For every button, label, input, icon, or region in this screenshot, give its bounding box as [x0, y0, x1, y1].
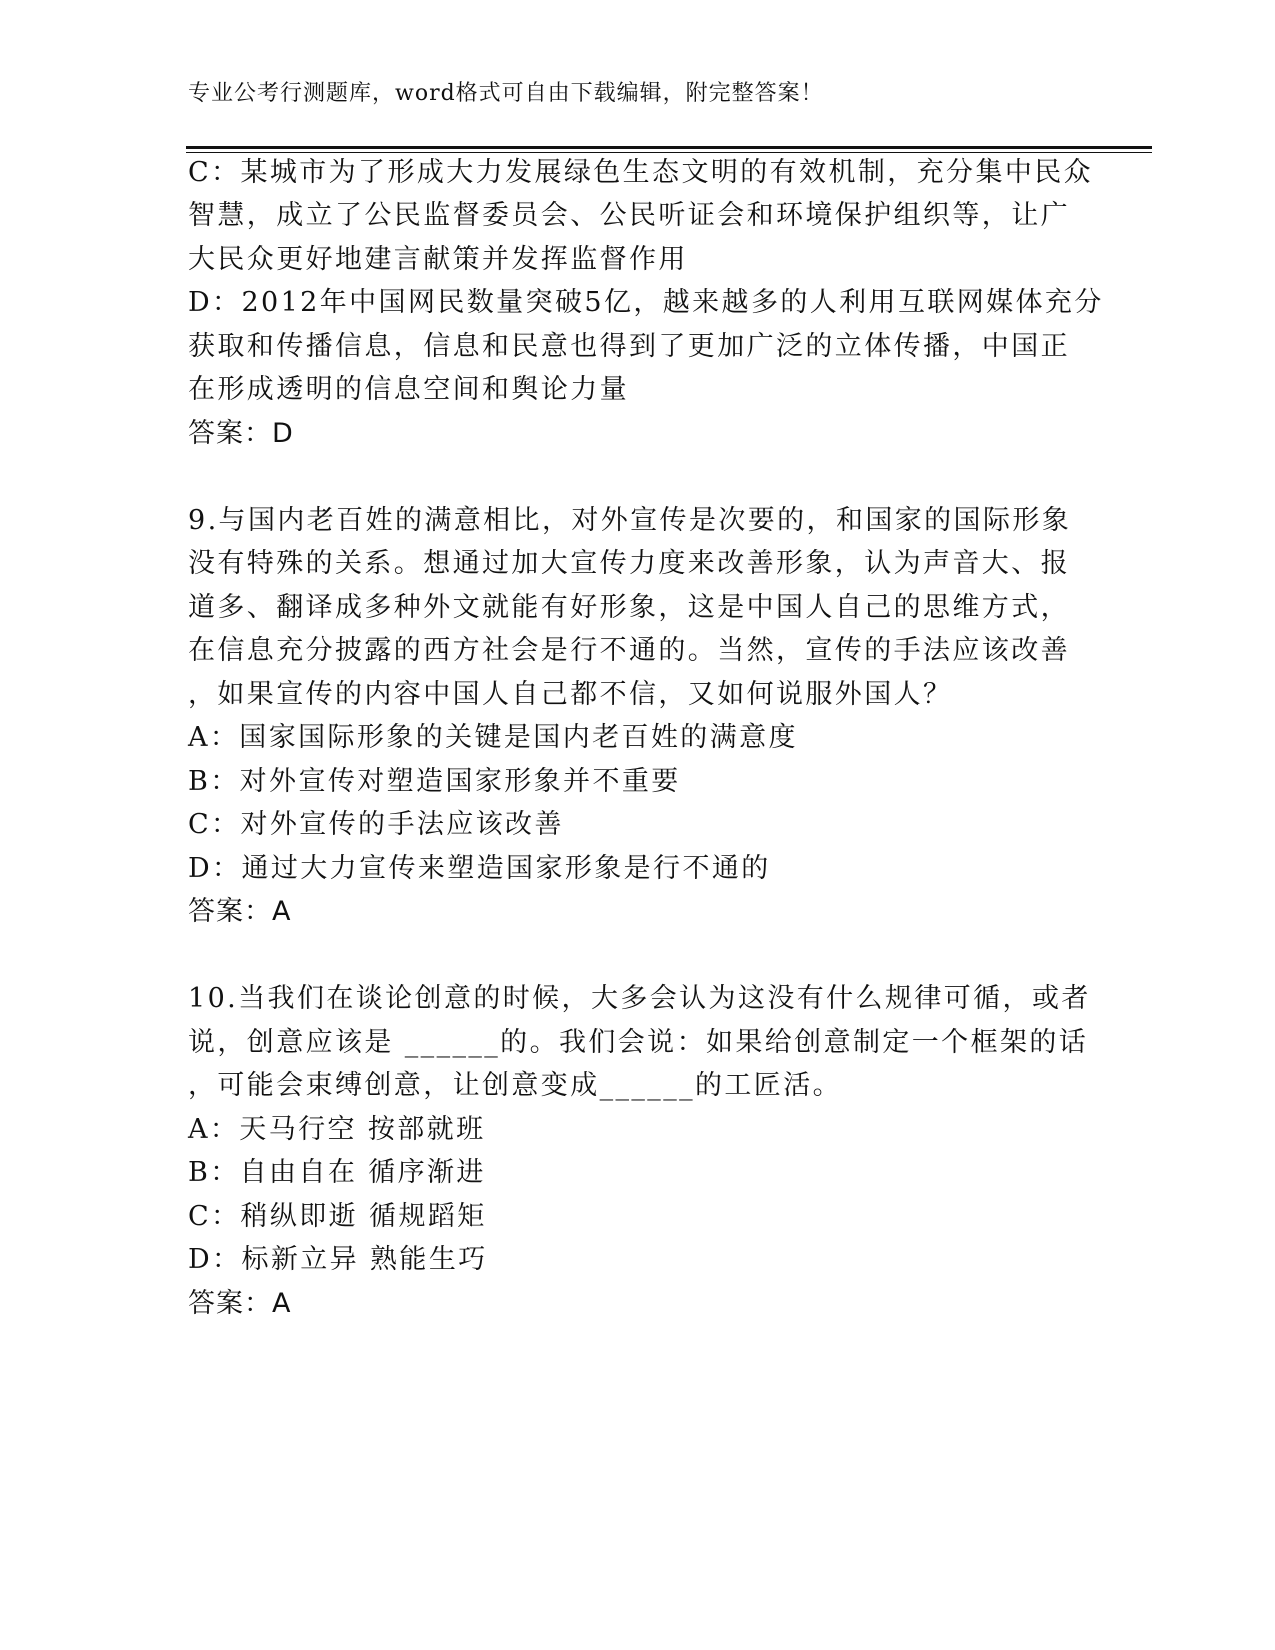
option-c: C：稍纵即逝 循规蹈矩 [188, 1201, 487, 1232]
question-stem-line: 没有特殊的关系。想通过加大宣传力度来改善形象，认为声音大、报 [188, 548, 1070, 579]
option-b: B：对外宣传对塑造国家形象并不重要 [188, 766, 681, 797]
header-text: 专业公考行测题库，word格式可自由下载编辑，附完整答案！ [188, 81, 824, 106]
answer-label: 答案：A [188, 896, 292, 927]
question-stem-line: 9.与国内老百姓的满意相比，对外宣传是次要的，和国家的国际形象 [188, 505, 1072, 536]
option-d: D：通过大力宣传来塑造国家形象是行不通的 [188, 853, 771, 884]
question-stem-line: ，如果宣传的内容中国人自己都不信，又如何说服外国人？ [188, 679, 953, 710]
option-c-line: 智慧，成立了公民监督委员会、公民听证会和环境保护组织等，让广 [188, 200, 1070, 231]
option-d-line: D：2012年中国网民数量突破5亿，越来越多的人利用互联网媒体充分 [188, 287, 1104, 318]
header-rule-thin [186, 152, 1152, 153]
question-stem-line: 10.当我们在谈论创意的时候，大多会认为这没有什么规律可循，或者 [188, 983, 1091, 1014]
option-d-line: 在形成透明的信息空间和舆论力量 [188, 374, 629, 405]
option-a: A：国家国际形象的关键是国内老百姓的满意度 [188, 722, 798, 753]
option-a: A：天马行空 按部就班 [188, 1114, 486, 1145]
option-c: C：对外宣传的手法应该改善 [188, 809, 564, 840]
option-c-line: 大民众更好地建言献策并发挥监督作用 [188, 244, 688, 275]
option-d-line: 获取和传播信息，信息和民意也得到了更加广泛的立体传播，中国正 [188, 331, 1070, 362]
question-stem-line: 道多、翻译成多种外文就能有好形象，这是中国人自己的思维方式， [188, 592, 1070, 623]
question-stem-line: ，可能会束缚创意，让创意变成______的工匠活。 [188, 1070, 842, 1101]
answer-label: 答案：D [188, 418, 294, 449]
question-stem-line: 说，创意应该是 ______的。我们会说：如果给创意制定一个框架的话 [188, 1027, 1089, 1058]
option-c-line: C：某城市为了形成大力发展绿色生态文明的有效机制，充分集中民众 [188, 157, 1094, 188]
option-d: D：标新立异 熟能生巧 [188, 1244, 488, 1275]
question-stem-line: 在信息充分披露的西方社会是行不通的。当然，宣传的手法应该改善 [188, 635, 1070, 666]
answer-label: 答案：A [188, 1288, 292, 1319]
header-rule-thick [186, 146, 1152, 149]
option-b: B：自由自在 循序渐进 [188, 1157, 486, 1188]
